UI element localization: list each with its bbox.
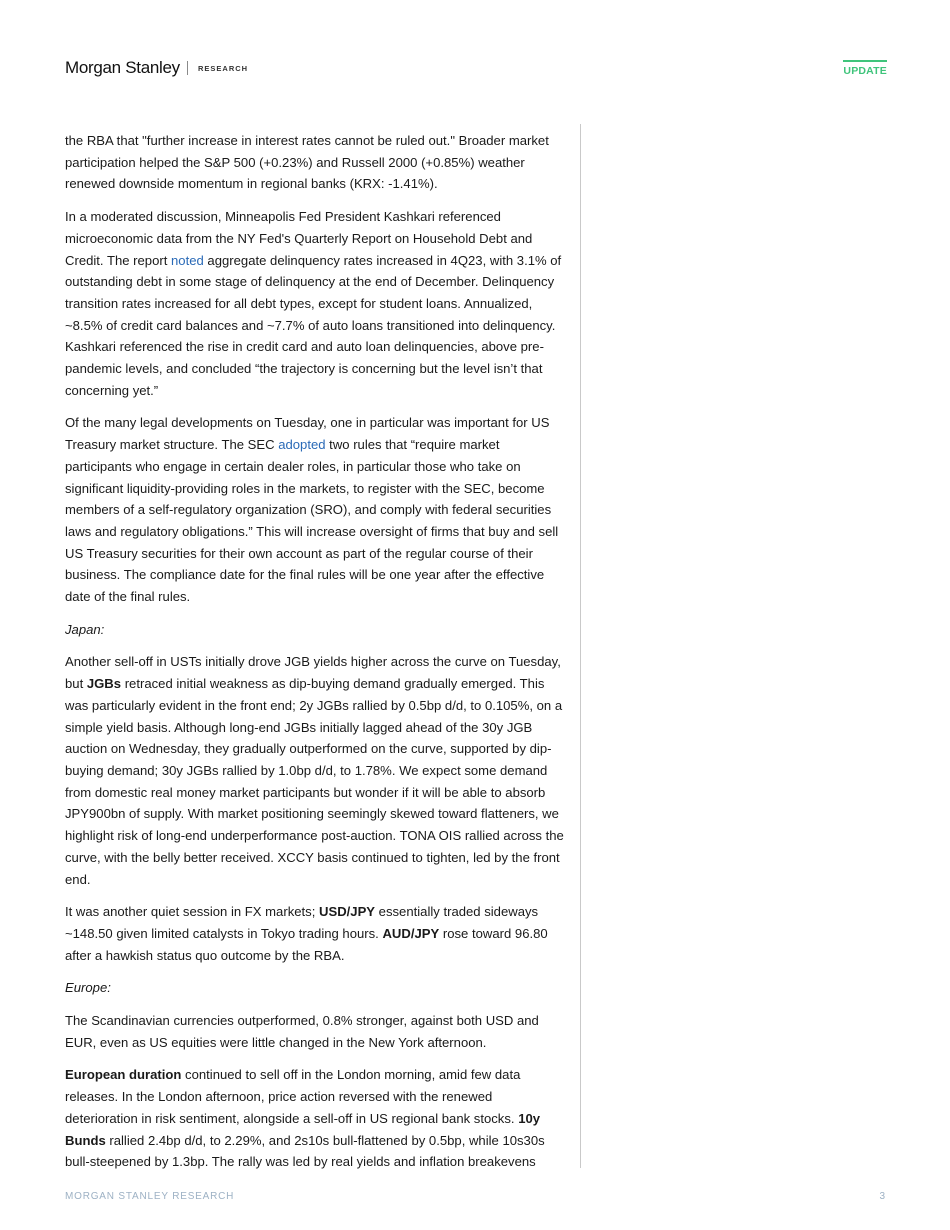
page-header <box>65 58 887 80</box>
bold-term: European duration <box>65 1067 182 1083</box>
text-run: essentially traded sideways ~148.50 given limited catalysts in Tokyo trading hours. <box>65 904 539 941</box>
section-heading-europe: Europe: <box>65 980 111 996</box>
text-run: In a moderated discussion, Minneapolis Fed President Kashkari referenced microeconomic data from the NY Fed's Quarterly Report on Household Debt and Credit. The report <box>65 209 533 268</box>
text-run: continued to sell off in the London morning, amid few data releases. In the London afternoon, price action reversed with the renewed deterioration in risk sentiment, alongside a sell-off in US regional bank stocks. <box>65 1067 521 1126</box>
text-run: It was another quiet session in FX markets; <box>65 904 319 920</box>
text-run: aggregate delinquency rates increased in 4Q23, with 3.1% of outstanding debt in some stage of delinquency at the end of December. Delinquency transition rates increased for all debt types, except for student loans. Annualized, ~8.5% of credit card balances and ~7.7% of auto loans transitioned into delinquency. Kashkari referenced the rise in credit card and auto loan delinquencies, above pre-pandemic levels, and concluded “the trajectory is concerning but the level isn’t that concerning yet.” <box>65 252 562 398</box>
page-number: 3 <box>879 1191 885 1202</box>
text-run: Another sell-off in USTs initially drove JGB yields higher across the curve on Tuesday, but <box>65 654 561 692</box>
section-heading-japan: Japan: <box>65 621 105 637</box>
brand-subtitle: RESEARCH <box>198 64 249 73</box>
column-divider <box>580 124 581 1168</box>
text-run: retraced initial weakness as dip-buying demand gradually emerged. This was particularly evident in the front end; 2y JGBs rallied by 0.5bp d/d, to 0.105%, on a simple yield basis. Although long-end JGBs initially lagged ahead of the 30y JGB auction on Wednesday, they gradually outperformed on the curve, supported by dip-buying demand; 30y JGBs rallied by 1.0bp d/d, to 1.78%. We expect some demand from domestic real money market participants but wonder if it will be able to absorb JPY900bn of supply. With market positioning seemingly skewed toward flatteners, we highlight risk of long-end underperformance post-auction. TONA OIS rallied across the curve, with the belly better received. XCCY basis continued to tighten, led by the front end. <box>65 676 564 887</box>
link-adopted[interactable]: adopted <box>278 437 326 453</box>
bold-term: AUD/JPY <box>382 925 440 941</box>
bold-term: 10y Bunds <box>65 1110 541 1148</box>
bold-term: USD/JPY <box>319 904 376 920</box>
link-noted[interactable]: noted <box>171 252 204 268</box>
paragraph-rba: the RBA that "further increase in interest rates cannot be ruled out." Broader market participation helped the S&P 500 (+0.23%) and Russell 2000 (+0.85%) weather renewed downside momentum in regional banks (KRX: -1.41%). <box>65 133 549 192</box>
brand-divider <box>187 61 188 75</box>
text-run: two rules that “require market participants who engage in certain dealer roles, in particular those who take on significant liquidity-providing roles in the markets, to register with the SEC, become members of a self-regulatory organization (SRO), and comply with federal securities laws and regulatory obligations.” This will increase oversight of firms that buy and sell US Treasury securities for their own account as part of the regular course of their business. The compliance date for the final rules will be one year after the effective date of the final rules. <box>65 437 559 605</box>
paragraph-jgbs <box>65 651 567 890</box>
text-run: rose toward 96.80 after a hawkish status quo outcome by the RBA. <box>65 925 548 963</box>
bold-term: JGBs <box>86 676 122 692</box>
paragraph-fx <box>65 901 567 966</box>
text-run: rallied 2.4bp d/d, to 2.29%, and 2s10s bull-flattened by 0.5bp, while 10s30s bull-steepened by 1.3bp. The rally was led by real yields and inflation breakevens <box>65 1132 545 1170</box>
paragraph-kashkari <box>65 206 567 401</box>
brand-logo: Morgan Stanley <box>65 58 180 77</box>
update-badge: UPDATE <box>843 60 887 77</box>
paragraph-scandi: The Scandinavian currencies outperformed, 0.8% stronger, against both USD and EUR, even as US equities were little changed in the New York afternoon. <box>65 1013 539 1050</box>
paragraph-sec-rules <box>65 412 567 607</box>
footer-label: MORGAN STANLEY RESEARCH <box>65 1191 235 1202</box>
article-body <box>65 130 567 1184</box>
paragraph-european-duration <box>65 1064 567 1173</box>
text-run: Of the many legal developments on Tuesday, one in particular was important for US Treasury market structure. The SEC <box>65 415 550 453</box>
